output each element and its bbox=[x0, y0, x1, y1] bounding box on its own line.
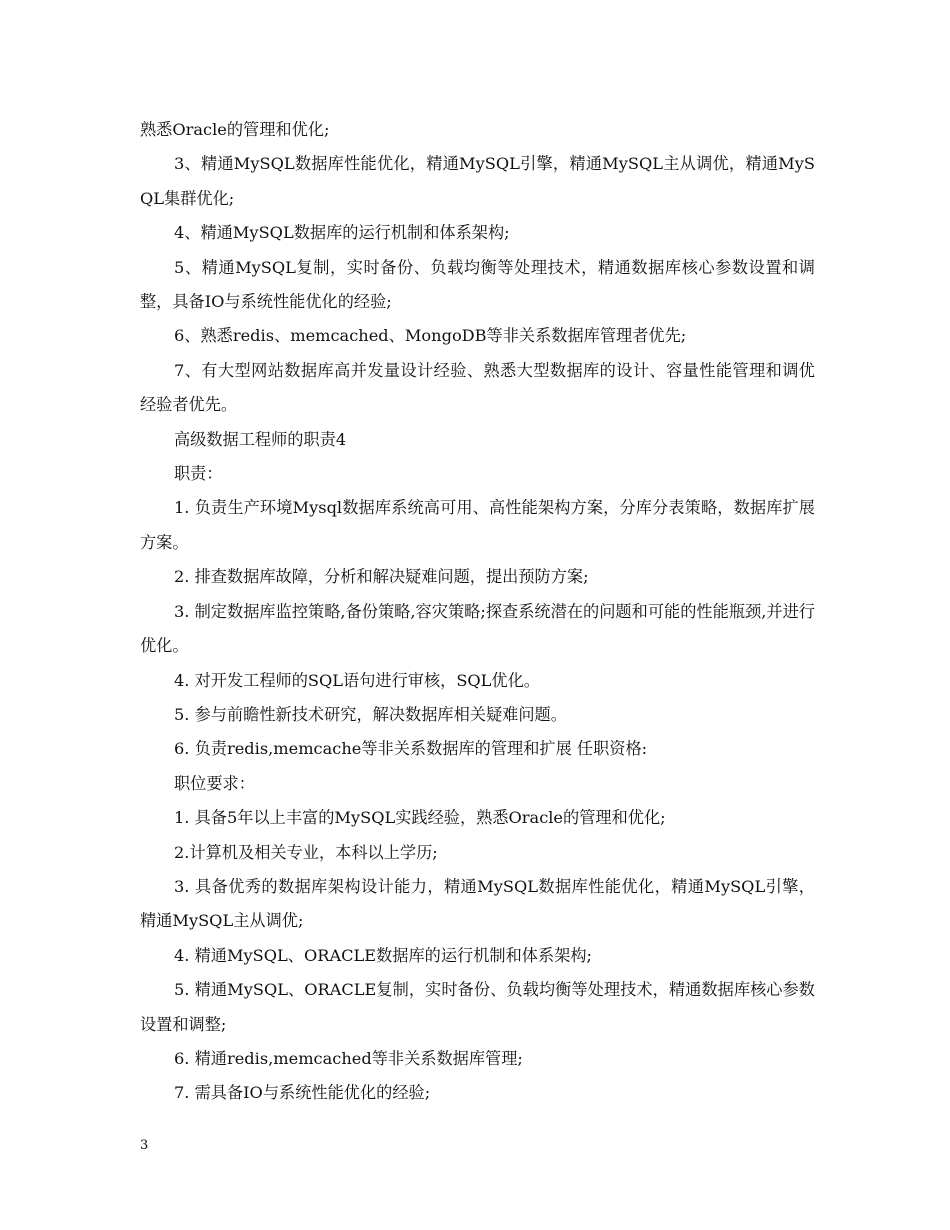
paragraph: 1. 负责生产环境Mysql数据库系统高可用、高性能架构方案，分库分表策略，数据库扩展方案。 bbox=[140, 498, 815, 552]
subheading-requirements: 职位要求： bbox=[174, 773, 255, 793]
paragraph: 3. 具备优秀的数据库架构设计能力，精通MySQL数据库性能优化，精通MySQL引擎，精通MySQL主从调优; bbox=[140, 876, 815, 931]
paragraph: 7. 需具备IO与系统性能优化的经验; bbox=[174, 1083, 431, 1103]
paragraph: 4、精通MySQL数据库的运行机制和体系架构; bbox=[174, 223, 510, 243]
paragraph: 7、有大型网站数据库高并发量设计经验、熟悉大型数据库的设计、容量性能管理和调优经验者优先。 bbox=[140, 360, 815, 415]
paragraph: 2. 排查数据库故障，分析和解决疑难问题，提出预防方案; bbox=[174, 567, 589, 587]
paragraph: 5. 精通MySQL、ORACLE复制，实时备份、负载均衡等处理技术，精通数据库核心参数设置和调整; bbox=[140, 980, 815, 1034]
paragraph: 3、精通MySQL数据库性能优化，精通MySQL引擎，精通MySQL主从调优，精通MySQL集群优化; bbox=[140, 154, 815, 208]
paragraph: 4. 对开发工程师的SQL语句进行审核，SQL优化。 bbox=[174, 670, 540, 690]
paragraph: 2.计算机及相关专业，本科以上学历; bbox=[174, 842, 438, 862]
paragraph: 6、熟悉redis、memcached、MongoDB等非关系数据库管理者优先; bbox=[174, 326, 687, 346]
paragraph: 1. 具备5年以上丰富的MySQL实践经验，熟悉Oracle的管理和优化; bbox=[174, 808, 666, 828]
paragraph: 5、精通MySQL复制，实时备份、负载均衡等处理技术，精通数据库核心参数设置和调整，具备IO与系统性能优化的经验; bbox=[140, 257, 815, 312]
paragraph: 熟悉Oracle的管理和优化; bbox=[140, 120, 330, 139]
section-heading: 高级数据工程师的职责4 bbox=[174, 429, 347, 449]
paragraph: 6. 精通redis,memcached等非关系数据库管理; bbox=[174, 1048, 523, 1068]
paragraph: 3. 制定数据库监控策略,备份策略,容灾策略;探查系统潜在的问题和可能的性能瓶颈,并进行优化。 bbox=[140, 601, 815, 656]
paragraph: 5. 参与前瞻性新技术研究，解决数据库相关疑难问题。 bbox=[174, 704, 567, 724]
paragraph: 4. 精通MySQL、ORACLE数据库的运行机制和体系架构; bbox=[174, 945, 592, 965]
subheading-duties: 职责： bbox=[174, 464, 223, 484]
document-body bbox=[140, 113, 815, 1111]
paragraph: 6. 负责redis,memcache等非关系数据库的管理和扩展 任职资格: bbox=[174, 739, 648, 759]
page-number: 3 bbox=[140, 1138, 149, 1153]
